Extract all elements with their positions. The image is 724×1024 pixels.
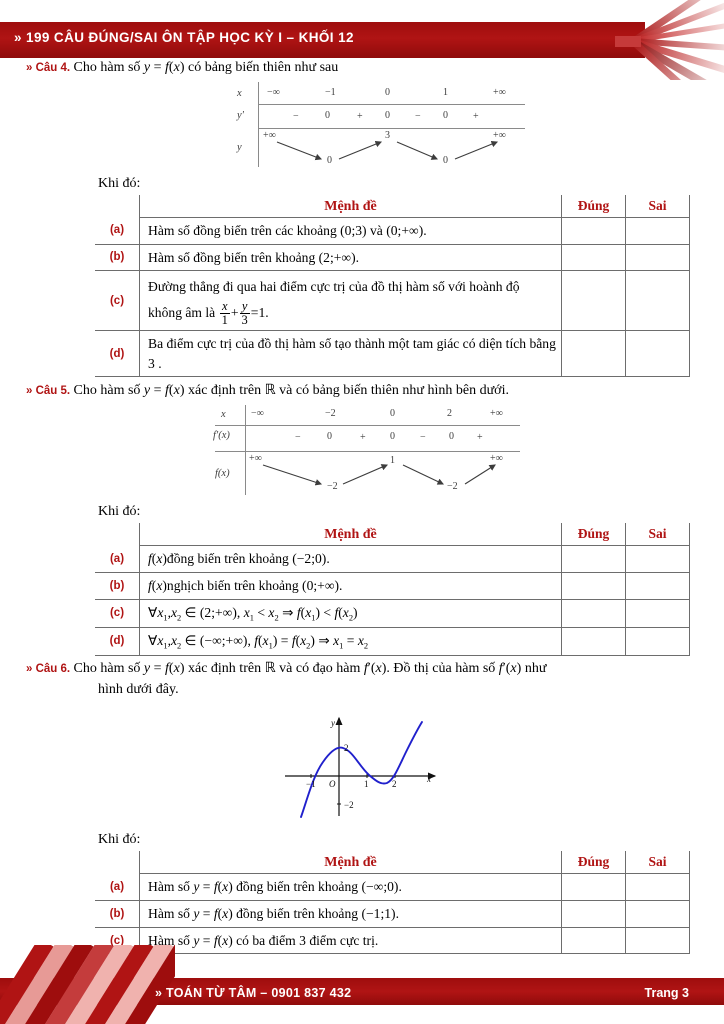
x-tick-1: 1 bbox=[364, 779, 369, 790]
table-row bbox=[95, 244, 690, 271]
header-blank bbox=[95, 851, 140, 874]
row-index-c: (c) bbox=[95, 271, 140, 331]
khi-do-label-q4: Khi đó: bbox=[98, 175, 141, 191]
statement-text-d: $\forall x_1,x_2$ ∈ (−∞;+∞), $f(x_1) = f(x_2)$ ⇒ $x_1 = x_2$ bbox=[140, 627, 562, 655]
statement-table-q6 bbox=[95, 851, 690, 954]
header-true: Đúng bbox=[562, 523, 626, 546]
statement-text-b: Hàm số y = f(x) đồng biến trên khoảng (−1;1). bbox=[140, 901, 562, 928]
question-5-prompt bbox=[0, 381, 724, 401]
header-true: Đúng bbox=[562, 195, 626, 218]
table-header-row bbox=[95, 851, 690, 874]
row-index-a: (a) bbox=[95, 217, 140, 244]
answer-cell-true-d[interactable] bbox=[562, 330, 626, 376]
answer-cell-true-b[interactable] bbox=[562, 901, 626, 928]
header-blank bbox=[95, 195, 140, 218]
page-header bbox=[0, 22, 724, 58]
question-6-tag: » Câu 6. bbox=[26, 662, 71, 675]
graph-svg bbox=[277, 704, 447, 824]
variation-arrows-q4 bbox=[215, 80, 525, 170]
row-index-d: (d) bbox=[95, 330, 140, 376]
header-false: Sai bbox=[626, 523, 690, 546]
table-row bbox=[95, 330, 690, 376]
answer-cell-true-b[interactable] bbox=[562, 572, 626, 599]
statement-text-c: Hàm số y = f(x) có ba điểm 3 điểm cực trị. bbox=[140, 927, 562, 954]
statement-text-c: Đường thẳng đi qua hai điểm cực trị của đồ thị hàm số với hoành độ không âm là $\frac{x}{1}$ + $\frac{y}{3}$ =1. bbox=[140, 271, 562, 331]
answer-cell-false-c[interactable] bbox=[626, 271, 690, 331]
statement-text-b: Hàm số đồng biến trên khoảng (2;+∞). bbox=[140, 244, 562, 271]
question-6-text: Cho hàm số y = f(x) xác định trên ℝ và có đạo hàm f′(x). Đồ thị của hàm số f′(x) như bbox=[73, 660, 547, 676]
question-5-tag: » Câu 5. bbox=[26, 385, 71, 398]
statement-table-q5 bbox=[95, 523, 690, 655]
derivative-graph-q6 bbox=[277, 704, 447, 824]
answer-cell-false-c[interactable] bbox=[626, 599, 690, 627]
row-index-c: (c) bbox=[95, 599, 140, 627]
answer-cell-false-d[interactable] bbox=[626, 330, 690, 376]
table-row bbox=[95, 901, 690, 928]
table-header-row bbox=[95, 195, 690, 218]
y-tick-neg2: −2 bbox=[344, 800, 354, 811]
answer-cell-false-b[interactable] bbox=[626, 572, 690, 599]
variation-table-q4: x y' y −∞ −1 0 1 +∞ − 0 + 0 − 0 + +∞ 0 3 0 +∞ bbox=[215, 80, 525, 170]
table-header-row bbox=[95, 523, 690, 546]
x-tick-neg1: −1 bbox=[306, 779, 316, 790]
variation-table-q5: x f′(x) f(x) −∞ −2 0 2 +∞ − 0 + 0 − 0 + +∞ −2 1 −2 +∞ bbox=[185, 403, 525, 498]
header-statement: Mệnh đề bbox=[140, 851, 562, 874]
footer-brand: » TOÁN TỪ TÂM – 0901 837 432 bbox=[155, 986, 352, 1000]
table-row bbox=[95, 599, 690, 627]
row-index-a: (a) bbox=[95, 546, 140, 573]
answer-cell-true-c[interactable] bbox=[562, 599, 626, 627]
table-row bbox=[95, 217, 690, 244]
question-4-prompt bbox=[0, 58, 724, 78]
row-index-b: (b) bbox=[95, 901, 140, 928]
header-statement: Mệnh đề bbox=[140, 195, 562, 218]
statement-text-a: Hàm số đồng biến trên các khoảng (0;3) và (0;+∞). bbox=[140, 217, 562, 244]
answer-cell-true-a[interactable] bbox=[562, 217, 626, 244]
question-4-text: Cho hàm số y = f(x) có bảng biến thiên như sau bbox=[73, 60, 339, 75]
footer-stripes-decoration bbox=[0, 945, 175, 1024]
y-axis-label: y bbox=[331, 718, 335, 729]
row-index-b: (b) bbox=[95, 572, 140, 599]
header-blank bbox=[95, 523, 140, 546]
question-5-text: Cho hàm số y = f(x) xác định trên ℝ và có bảng biến thiên như hình bên dưới. bbox=[73, 383, 509, 399]
derivative-curve bbox=[301, 722, 422, 817]
header-true: Đúng bbox=[562, 851, 626, 874]
answer-cell-false-b[interactable] bbox=[626, 901, 690, 928]
table-row bbox=[95, 572, 690, 599]
answer-cell-true-c[interactable] bbox=[562, 271, 626, 331]
statement-text-a: f(x)đồng biến trên khoảng (−2;0). bbox=[140, 546, 562, 573]
answer-cell-false-b[interactable] bbox=[626, 244, 690, 271]
question-6-prompt bbox=[0, 659, 724, 679]
statement-text-b: f(x)nghịch biến trên khoảng (0;+∞). bbox=[140, 572, 562, 599]
answer-cell-false-d[interactable] bbox=[626, 627, 690, 655]
question-4-tag: » Câu 4. bbox=[26, 62, 71, 74]
answer-cell-false-a[interactable] bbox=[626, 874, 690, 901]
table-row bbox=[95, 271, 690, 331]
answer-cell-false-a[interactable] bbox=[626, 217, 690, 244]
row-index-b: (b) bbox=[95, 244, 140, 271]
header-false: Sai bbox=[626, 851, 690, 874]
khi-do-label-q5: Khi đó: bbox=[98, 504, 141, 520]
question-6-prompt-line2: hình dưới đây. bbox=[98, 682, 179, 698]
answer-cell-true-a[interactable] bbox=[562, 546, 626, 573]
header-title: » 199 CÂU ĐÚNG/SAI ÔN TẬP HỌC KỲ I – KHỐI 12 bbox=[14, 30, 354, 45]
row-index-d: (d) bbox=[95, 627, 140, 655]
origin-label: O bbox=[329, 779, 336, 790]
row-index-a: (a) bbox=[95, 874, 140, 901]
khi-do-label-q6: Khi đó: bbox=[98, 832, 141, 848]
answer-cell-true-b[interactable] bbox=[562, 244, 626, 271]
x-axis-label: x bbox=[427, 774, 431, 785]
table-row bbox=[95, 627, 690, 655]
statement-text-a: Hàm số y = f(x) đồng biến trên khoảng (−∞;0). bbox=[140, 874, 562, 901]
variation-arrows-q5 bbox=[185, 403, 525, 498]
row-index-c: (c) bbox=[95, 927, 140, 954]
table-row bbox=[95, 874, 690, 901]
header-statement: Mệnh đề bbox=[140, 523, 562, 546]
header-false: Sai bbox=[626, 195, 690, 218]
page-footer bbox=[0, 945, 724, 1024]
answer-cell-false-a[interactable] bbox=[626, 546, 690, 573]
footer-page-number: Trang 3 bbox=[644, 986, 689, 1000]
table-row bbox=[95, 546, 690, 573]
document-body bbox=[0, 58, 724, 954]
y-tick-2: 2 bbox=[344, 743, 349, 754]
statement-text-c: $\forall x_1,x_2$ ∈ (2;+∞), $x_1 < x_2$ ⇒ $f(x_1) < f(x_2)$ bbox=[140, 599, 562, 627]
answer-cell-true-d[interactable] bbox=[562, 627, 626, 655]
statement-table-q4 bbox=[95, 195, 690, 377]
answer-cell-true-a[interactable] bbox=[562, 874, 626, 901]
statement-text-d: Ba điểm cực trị của đồ thị hàm số tạo thành một tam giác có diện tích bằng 3 . bbox=[140, 330, 562, 376]
x-tick-2: 2 bbox=[392, 779, 397, 790]
